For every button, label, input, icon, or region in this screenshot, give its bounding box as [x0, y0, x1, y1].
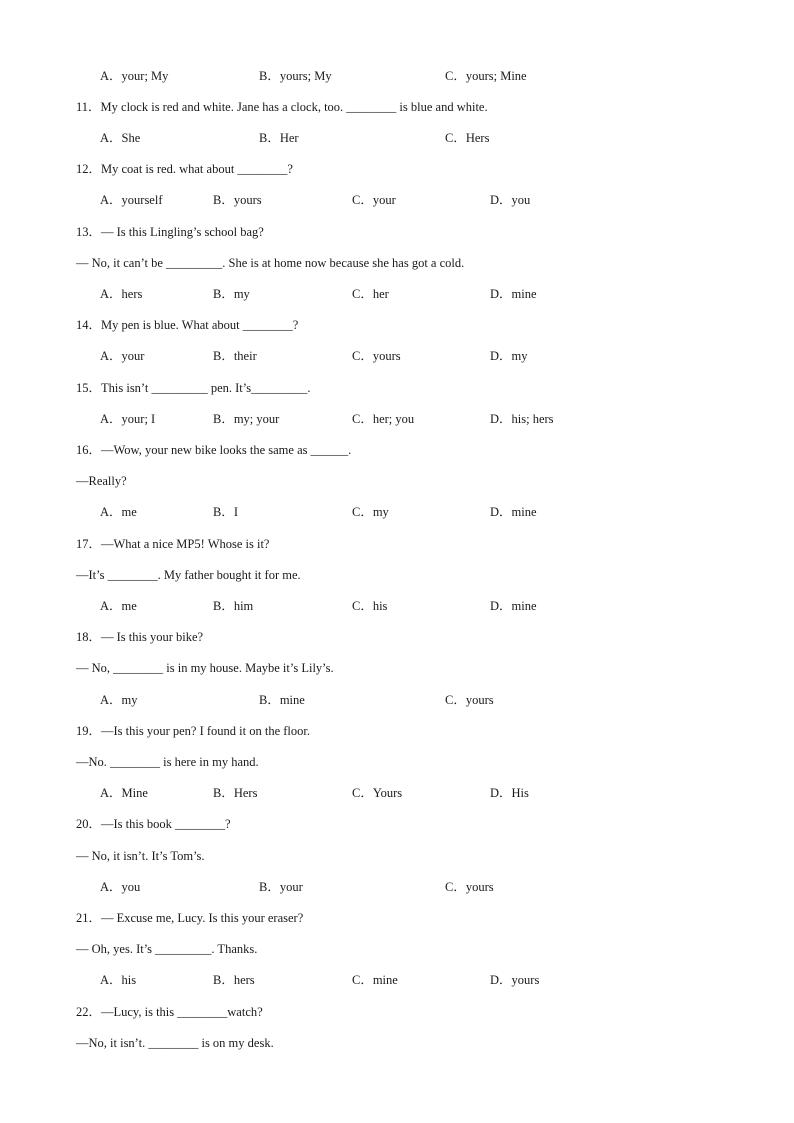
- q19-option-c: C．Yours: [352, 786, 403, 800]
- q20-option-c: C．yours: [445, 880, 494, 894]
- q15-stem: 15．This isn’t _________ pen. It’s_________.: [76, 381, 311, 395]
- q22-stem: 22．—Lucy, is this ________watch?: [76, 1005, 263, 1019]
- q21-option-a: A．his: [100, 973, 137, 987]
- q17-reply: —It’s ________. My father bought it for me.: [76, 568, 301, 582]
- q16-option-b: B．I: [213, 505, 239, 519]
- q12-option-a: A．yourself: [100, 193, 163, 207]
- q19-reply: —No. ________ is here in my hand.: [76, 755, 259, 769]
- q13-option-b: B．my: [213, 287, 250, 301]
- q12-option-d: D．you: [490, 193, 531, 207]
- q21-reply: — Oh, yes. It’s _________. Thanks.: [76, 942, 258, 956]
- q14-option-b: B．their: [213, 349, 257, 363]
- q10-option-b: B．yours; My: [259, 69, 332, 83]
- q14-stem: 14．My pen is blue. What about ________?: [76, 318, 299, 332]
- q21-option-c: C．mine: [352, 973, 398, 987]
- q16-reply: —Really?: [76, 474, 127, 488]
- q12-option-c: C．your: [352, 193, 396, 207]
- q20-stem: 20．—Is this book ________?: [76, 817, 231, 831]
- q14-option-a: A．your: [100, 349, 145, 363]
- q18-option-a: A．my: [100, 693, 138, 707]
- q20-option-b: B．your: [259, 880, 303, 894]
- q17-option-a: A．me: [100, 599, 137, 613]
- q10-option-c: C．yours; Mine: [445, 69, 527, 83]
- q19-option-a: A．Mine: [100, 786, 148, 800]
- q14-option-d: D．my: [490, 349, 528, 363]
- q19-stem: 19．—Is this your pen? I found it on the floor.: [76, 724, 310, 738]
- q20-option-a: A．you: [100, 880, 141, 894]
- q13-option-a: A．hers: [100, 287, 143, 301]
- q17-option-b: B．him: [213, 599, 254, 613]
- q17-option-d: D．mine: [490, 599, 537, 613]
- q11-option-c: C．Hers: [445, 131, 490, 145]
- q15-option-c: C．her; you: [352, 412, 415, 426]
- q13-stem: 13．— Is this Lingling’s school bag?: [76, 225, 264, 239]
- q16-option-d: D．mine: [490, 505, 537, 519]
- q14-option-c: C．yours: [352, 349, 401, 363]
- q16-stem: 16．—Wow, your new bike looks the same as ______.: [76, 443, 352, 457]
- q18-reply: — No, ________ is in my house. Maybe it’s Lily’s.: [76, 661, 334, 675]
- q15-option-d: D．his; hers: [490, 412, 554, 426]
- q10-option-a: A．your; My: [100, 69, 169, 83]
- q18-stem: 18．— Is this your bike?: [76, 630, 204, 644]
- q15-option-a: A．your; I: [100, 412, 156, 426]
- q12-stem: 12．My coat is red. what about ________?: [76, 162, 293, 176]
- q18-option-b: B．mine: [259, 693, 305, 707]
- q13-option-d: D．mine: [490, 287, 537, 301]
- q19-option-d: D．His: [490, 786, 529, 800]
- q21-option-b: B．hers: [213, 973, 255, 987]
- q11-option-b: B．Her: [259, 131, 299, 145]
- q12-option-b: B．yours: [213, 193, 262, 207]
- q22-reply: —No, it isn’t. ________ is on my desk.: [76, 1036, 274, 1050]
- q11-option-a: A．She: [100, 131, 141, 145]
- q21-stem: 21．— Excuse me, Lucy. Is this your eraser?: [76, 911, 304, 925]
- q16-option-c: C．my: [352, 505, 389, 519]
- q21-option-d: D．yours: [490, 973, 540, 987]
- q19-option-b: B．Hers: [213, 786, 258, 800]
- q17-stem: 17．—What a nice MP5! Whose is it?: [76, 537, 270, 551]
- q15-option-b: B．my; your: [213, 412, 280, 426]
- q13-option-c: C．her: [352, 287, 389, 301]
- q17-option-c: C．his: [352, 599, 388, 613]
- q18-option-c: C．yours: [445, 693, 494, 707]
- q11-stem: 11．My clock is red and white. Jane has a clock, too. ________ is blue and white.: [76, 100, 488, 114]
- q20-reply: — No, it isn’t. It’s Tom’s.: [76, 849, 205, 863]
- q13-reply: — No, it can’t be _________. She is at home now because she has got a cold.: [76, 256, 465, 270]
- q16-option-a: A．me: [100, 505, 137, 519]
